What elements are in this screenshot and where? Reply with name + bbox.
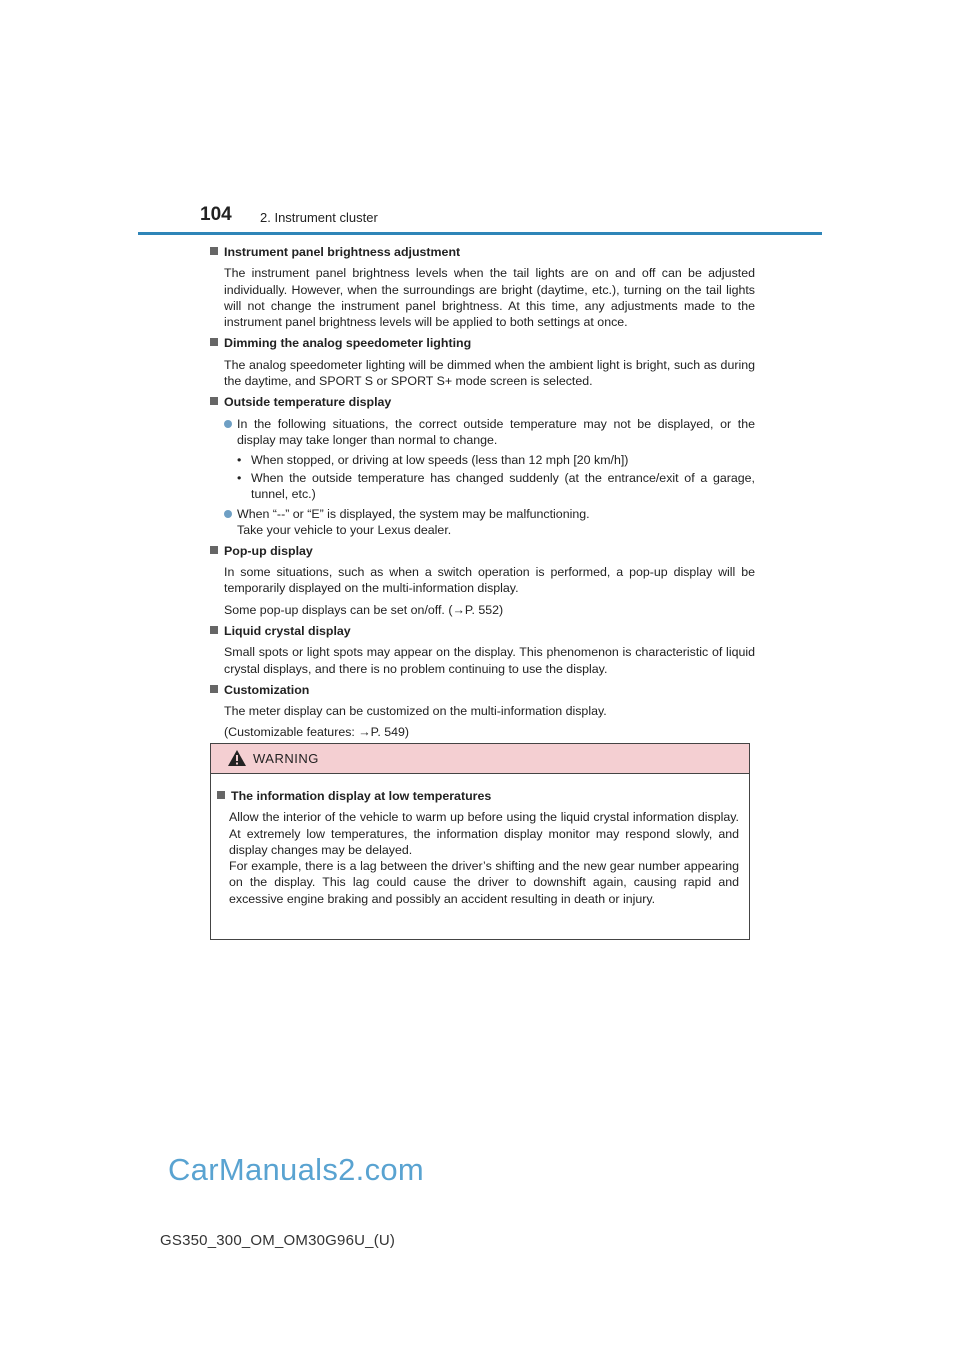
paragraph: The meter display can be customized on the multi-information display. xyxy=(224,704,607,719)
section-title: Outside temperature display xyxy=(210,394,755,410)
page-reference: (Customizable features: →P. 549) xyxy=(224,725,410,740)
sub-bullet-icon: • xyxy=(237,453,242,468)
warning-label: WARNING xyxy=(253,751,319,766)
page-number: 104 xyxy=(200,204,232,225)
square-marker-icon xyxy=(210,685,218,693)
section-lcd xyxy=(210,623,755,677)
paragraph: The instrument panel brightness levels when the tail lights are on and off can be adjusted individually. However, when the surroundings are bright (daytime, etc.), turning on the tail lights will not change the instrument panel brightness. At this time, any adjustments made to the instrument panel brightness levels will be applied to both settings at once. xyxy=(224,266,755,330)
page-content xyxy=(210,244,755,746)
square-marker-icon xyxy=(217,791,225,799)
bullet-item: When “--” or “E” is displayed, the system may be malfunctioning. Take your vehicle to your Lexus dealer. xyxy=(210,506,755,539)
paragraph: In some situations, such as when a switch operation is performed, a pop-up display will be temporarily displayed on the multi-information display. xyxy=(224,565,755,596)
sub-item: • When the outside temperature has changed suddenly (at the entrance/exit of a garage, tunnel, etc.) xyxy=(237,470,755,501)
section-title: Customization xyxy=(210,682,755,698)
section-title: Liquid crystal display xyxy=(210,623,755,639)
section-outside-temp xyxy=(210,394,755,538)
paragraph: The analog speedometer lighting will be dimmed when the ambient light is bright, such as during the daytime, and SPORT S or SPORT S+ mode screen is selected. xyxy=(224,357,755,389)
square-marker-icon xyxy=(210,338,218,346)
square-marker-icon xyxy=(210,397,218,405)
warning-box xyxy=(210,743,750,940)
paragraph: For example, there is a lag between the driver’s shifting and the new gear number appearing on the display. This lag could cause the driver to downshift again, causing rapid and excessive engine braking and possibly an accident resulting in death or injury. xyxy=(229,859,739,906)
section-customization xyxy=(210,682,755,741)
warning-body xyxy=(211,774,749,907)
warning-header xyxy=(211,744,749,774)
section-brightness xyxy=(210,244,755,330)
bullet-item: In the following situations, the correct outside temperature may not be displayed, or the display may take longer than normal to change. xyxy=(210,416,755,449)
watermark-logo: CarManuals2.com xyxy=(168,1152,425,1187)
section-title: Dimming the analog speedometer lighting xyxy=(210,335,755,351)
section-dimming xyxy=(210,335,755,389)
chapter-title: 2. Instrument cluster xyxy=(260,210,378,225)
section-title: Pop-up display xyxy=(210,543,755,559)
warning-triangle-icon xyxy=(227,749,247,767)
bullet-dot-icon xyxy=(224,420,232,428)
square-marker-icon xyxy=(210,626,218,634)
header-rule xyxy=(138,232,822,235)
section-title: Instrument panel brightness adjustment xyxy=(210,244,755,260)
warning-title: The information display at low temperatures xyxy=(217,788,739,804)
square-marker-icon xyxy=(210,247,218,255)
sub-bullet-icon: • xyxy=(237,470,242,485)
sub-item: • When stopped, or driving at low speeds (less than 12 mph [20 km/h]) xyxy=(237,453,629,468)
bullet-dot-icon xyxy=(224,510,232,518)
paragraph: Allow the interior of the vehicle to warm up before using the liquid crystal information display. At extremely low temperatures, the information display monitor may respond slowly, and display changes may be delayed. xyxy=(229,810,739,857)
page-reference: Some pop-up displays can be set on/off. (→P. 552) xyxy=(224,602,504,617)
paragraph: Small spots or light spots may appear on the display. This phenomenon is characteristic of liquid crystal displays, and there is no problem continuing to use the display. xyxy=(224,645,755,676)
footer-code: GS350_300_OM_OM30G96U_(U) xyxy=(160,1232,396,1249)
square-marker-icon xyxy=(210,546,218,554)
page-header xyxy=(138,204,822,234)
section-popup xyxy=(210,543,755,618)
